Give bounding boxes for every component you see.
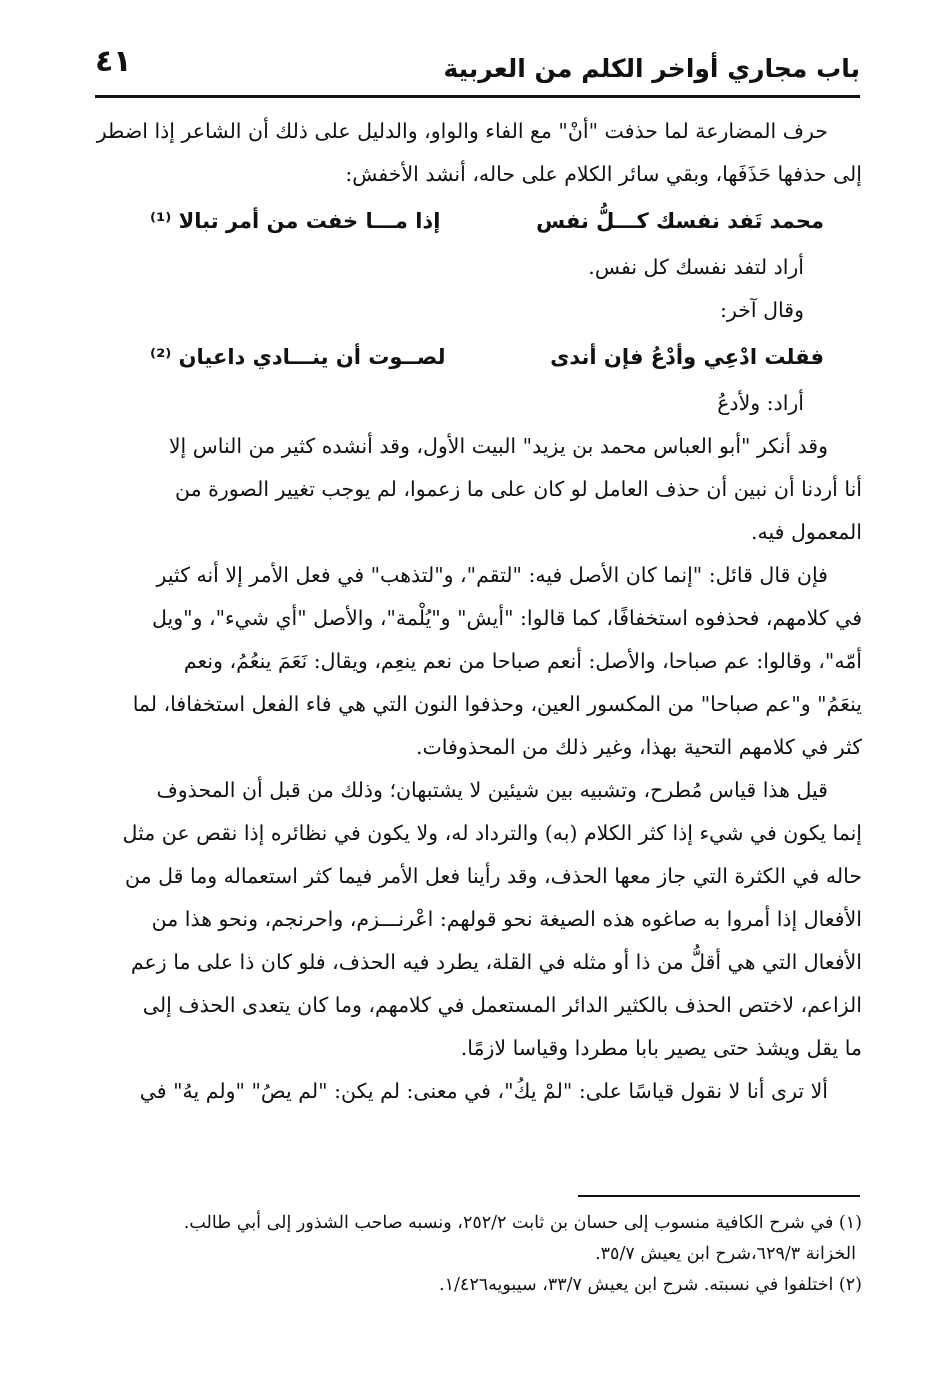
paragraph-line: الأفعال إذا أمروا به صاغوه هذه الصيغة نحو قولهم: اعْرنـــزم، واحرنجم، ونحو هذا من	[151, 907, 862, 931]
paragraph-line: وقد أنكر "أبو العباس محمد بن يزيد" البيت الأول، وقد أنشده كثير من الناس إلا	[168, 434, 828, 458]
verse-line	[92, 332, 862, 382]
footnote-1: (١) في شرح الكافية منسوب إلى حسان بن ثابت ٢٥٢/٢، ونسبه صاحب الشذور إلى أبي طالب.	[183, 1213, 862, 1233]
verse-line	[92, 196, 862, 246]
verse-hemistich-second: إذا مـــا خفت من أمر تبالا ⁽¹⁾	[150, 209, 441, 233]
paragraph-line: الزاعم، لاختص الحذف بالكثير الدائر المستعمل في كلامهم، وما كان يتعدى الحذف إلى	[142, 993, 862, 1017]
footnotes	[92, 1208, 862, 1301]
paragraph-line: أراد: ولأدعُ	[717, 391, 804, 415]
paragraph-line: أراد لتفد نفسك كل نفس.	[588, 255, 804, 279]
verse-hemistich-second: لصــوت أن ينـــادي داعيان ⁽²⁾	[150, 345, 446, 369]
verse-hemistich-first: فقلت ادْعِي وأدْعُ فإن أندى	[550, 345, 824, 369]
paragraph-line: فإن قال قائل: "إنما كان الأصل فيه: "لتقم"، و"لتذهب" في فعل الأمر إلا أنه كثير	[156, 563, 828, 587]
running-head-title: باب مجاري أواخر الكلم من العربية	[443, 54, 860, 83]
page-number: ٤١	[95, 44, 132, 79]
footnote-2: (٢) اختلفوا في نسبته. شرح ابن يعيش ٣٣/٧، سيبويه١/٤٢٦.	[439, 1275, 862, 1295]
paragraph-line: أنا أردنا أن نبين أن حذف العامل لو كان على ما زعموا، لم يوجب تغيير الصورة من	[175, 477, 862, 501]
paragraph-line: في كلامهم، فحذفوه استخفافًا، كما قالوا: "أيش" و"يُلْمة"، والأصل "أي شيء"، و"ويل	[152, 606, 862, 630]
paragraph-line: حرف المضارعة لما حذفت "أنْ" مع الفاء والواو، والدليل على ذلك أن الشاعر إذا اضطر	[96, 119, 828, 143]
paragraph-line: الأفعال التي هي أقلُّ من ذا أو مثله في القلة، يطرد فيه الحذف، فلو كان ذا على ما زعم	[130, 950, 862, 974]
header-rule	[95, 95, 860, 98]
verse-hemistich-first: محمد تَفد نفسك كـــلُّ نفس	[536, 209, 824, 233]
paragraph-line: ينعَمُ" و"عم صباحا" من المكسور العين، وحذفوا النون التي هي فاء الفعل استخفافا، لما	[132, 692, 862, 716]
paragraph-line: المعمول فيه.	[750, 520, 862, 544]
paragraph-line: إنما يكون في شيء إذا كثر الكلام (به) والترداد له، ولا يكون في نظائره إذا نقص عن مثل	[122, 821, 862, 845]
paragraph-line: كثر في كلامهم التحية بهذا، وغير ذلك من المحذوفات.	[415, 735, 862, 759]
footnote-1-continuation: الخزانة ٦٢٩/٣،شرح ابن يعيش ٣٥/٧.	[595, 1244, 856, 1264]
paragraph-line: وقال آخر:	[720, 298, 804, 322]
page-header	[95, 38, 860, 96]
paragraph-line: إلى حذفها حَذَفَها، وبقي سائر الكلام على حاله، أنشد الأخفش:	[345, 162, 862, 186]
main-text	[92, 110, 862, 1113]
footnote-rule	[578, 1195, 860, 1197]
paragraph-line: حاله في الكثرة التي جاز معها الحذف، وقد رأينا فعل الأمر فيما كثر استعماله وما قل من	[125, 864, 862, 888]
paragraph-line: أمّه"، وقالوا: عم صباحا، والأصل: أنعم صباحا من نعم ينعِم، ويقال: نَعَمَ ينعُمُ، ونعم	[183, 649, 862, 673]
paragraph-line: قيل هذا قياس مُطرح، وتشبيه بين شيئين لا يشتبهان؛ وذلك من قبل أن المحذوف	[156, 778, 828, 802]
paragraph-line: ما يقل ويشذ حتى يصير بابا مطردا وقياسا لازمًا.	[460, 1036, 862, 1060]
paragraph-line: ألا ترى أنا لا نقول قياسًا على: "لمْ يكُ"، في معنى: لم يكن: "لم يصُ" "ولم يهُ" في	[139, 1079, 828, 1103]
